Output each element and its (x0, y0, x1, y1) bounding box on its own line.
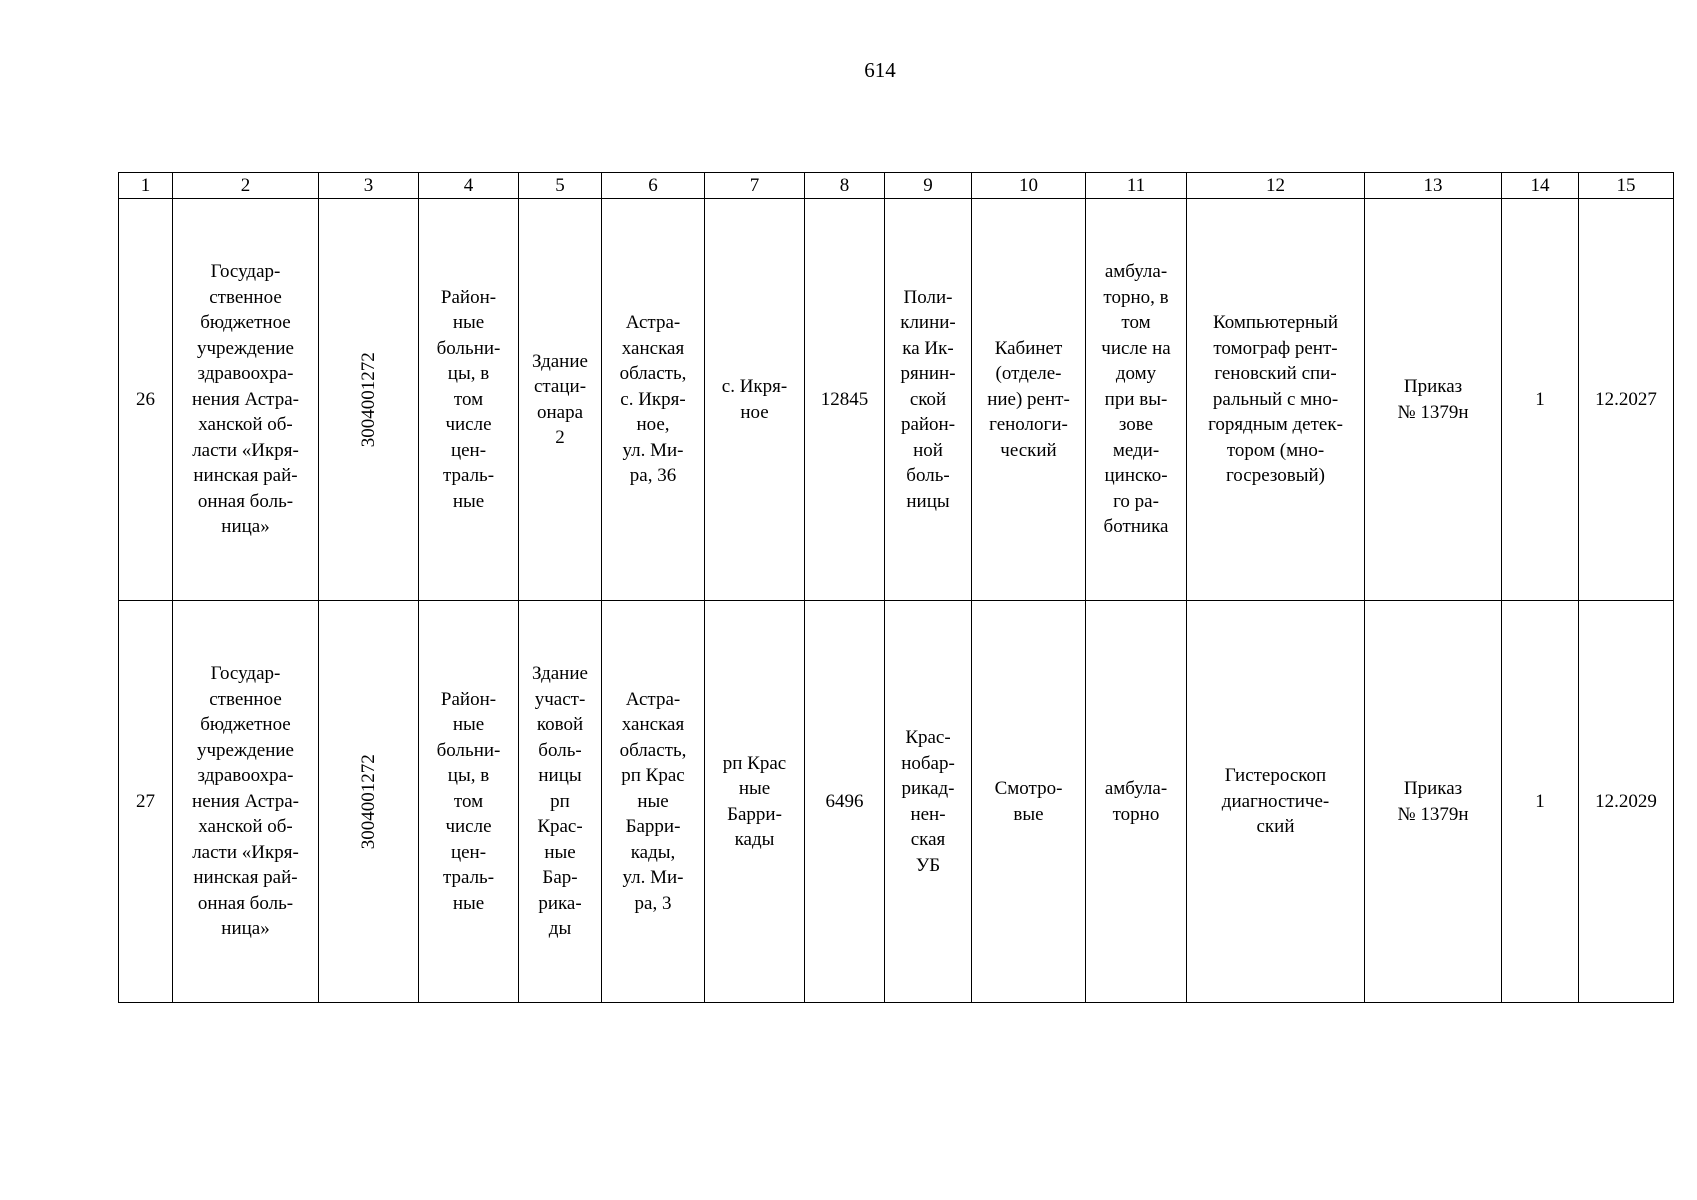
column-number: 5 (519, 173, 602, 199)
address: Астра- ханская область, с. Икря- ное, ул. Ми- ра, 36 (619, 312, 687, 487)
quantity: 1 (1502, 199, 1579, 601)
address: Астра- ханская область, рп Крас ные Барри- кады, ул. Ми- ра, 3 (619, 688, 687, 914)
building-name: Здание участ- ковой боль- ницы рп Крас- ные Бар- рика- ды (532, 663, 588, 940)
quantity: 1 (1502, 601, 1579, 1003)
population: 6496 (805, 601, 885, 1003)
order-reference: Приказ № 1379н (1397, 376, 1469, 423)
column-number: 1 (119, 173, 173, 199)
order-reference: Приказ № 1379н (1397, 778, 1469, 825)
column-number: 12 (1187, 173, 1365, 199)
column-number: 13 (1365, 173, 1502, 199)
date: 12.2029 (1579, 601, 1674, 1003)
department: Кабинет (отделе- ние) рент- генологи- ческий (987, 337, 1070, 461)
registry-table (118, 172, 1674, 1003)
equipment: Гистероскоп диагностиче- ский (1221, 765, 1330, 838)
organization-type: Район- ные больни- цы, в том числе цен- траль- ные (436, 688, 501, 914)
care-conditions: амбула- торно, в том числе на дому при вы- зове меди- цинско- го ра- ботника (1101, 261, 1171, 538)
inn-code: 3004001272 (357, 352, 379, 447)
inn-code: 3004001272 (357, 754, 379, 849)
column-number: 6 (602, 173, 705, 199)
population: 12845 (805, 199, 885, 601)
unit-name: Поли- клини- ка Ик- рянин- ской район- ной боль- ницы (900, 286, 956, 512)
column-number: 10 (972, 173, 1086, 199)
row-number: 26 (119, 199, 173, 601)
column-number: 15 (1579, 173, 1674, 199)
column-number-row (119, 173, 1674, 199)
row-number: 27 (119, 601, 173, 1003)
page-number: 614 (864, 58, 896, 82)
settlement: рп Крас ные Барри- кады (722, 752, 787, 850)
column-number: 2 (173, 173, 319, 199)
building-name: Здание стаци- онара 2 (532, 350, 588, 448)
table-row (119, 199, 1674, 601)
organization-name: Государ- ственное бюджетное учреждение здравоохра- нения Астра- ханской об- ласти «Икря- нинская рай- онная боль- ница» (192, 663, 299, 940)
column-number: 9 (885, 173, 972, 199)
column-number: 14 (1502, 173, 1579, 199)
department: Смотро- вые (994, 778, 1063, 825)
column-number: 11 (1086, 173, 1187, 199)
column-number: 4 (419, 173, 519, 199)
settlement: с. Икря- ное (721, 376, 788, 423)
column-number: 7 (705, 173, 805, 199)
equipment: Компьютерный томограф рент- геновский спи- ральный с мно- горядным детек- тором (мно- госрезовый) (1208, 312, 1343, 487)
organization-name: Государ- ственное бюджетное учреждение здравоохра- нения Астра- ханской об- ласти «Икря- нинская рай- онная боль- ница» (192, 261, 299, 538)
date: 12.2027 (1579, 199, 1674, 601)
care-conditions: амбула- торно (1104, 778, 1168, 825)
unit-name: Крас- нобар- рикад- нен- ская УБ (901, 727, 955, 876)
table-row (119, 601, 1674, 1003)
organization-type: Район- ные больни- цы, в том числе цен- траль- ные (436, 286, 501, 512)
column-number: 8 (805, 173, 885, 199)
column-number: 3 (319, 173, 419, 199)
